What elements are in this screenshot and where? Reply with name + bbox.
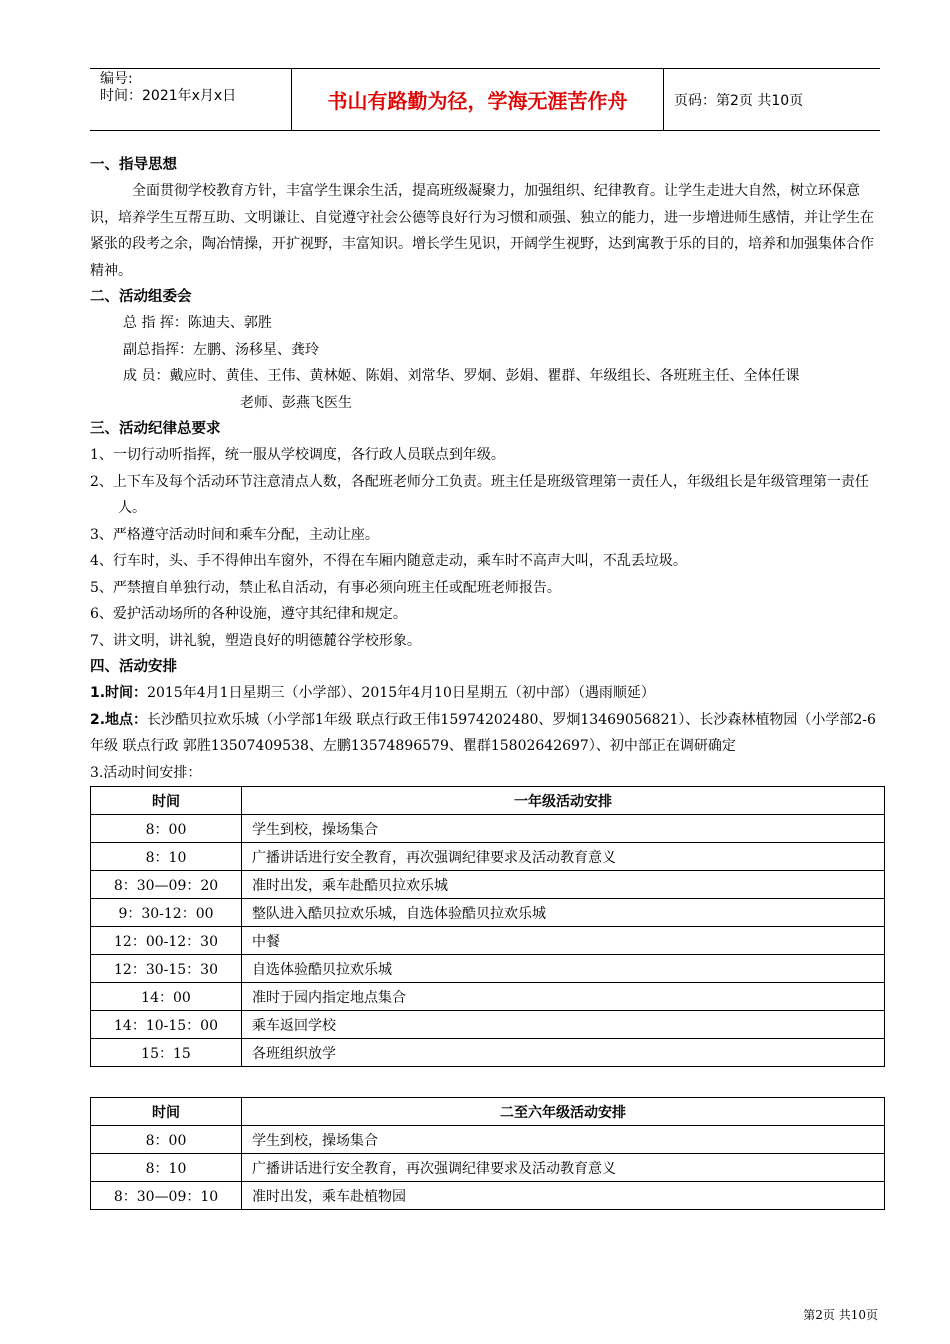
activity-time-label: 1.时间： [90,685,148,701]
schedule-label: 3.活动时间安排： [90,764,202,781]
col-activity: 一年级活动安排 [242,787,885,815]
rule-item: 6、爱护活动场所的各种设施，遵守其纪律和规定。 [90,606,407,622]
rule-item: 2、上下车及每个活动环节注意清点人数，各配班老师分工负责。班主任是班级管理第一责任人，年级组长是年级管理第一责任人。 [90,473,869,516]
time-cell: 12：00-12：30 [91,927,242,955]
table-row [91,1154,885,1182]
table-header-row [91,1098,885,1126]
activity-place [90,707,882,760]
rule-item: 1、一切行动听指挥，统一服从学校调度，各行政人员联点到年级。 [90,447,505,463]
rule-item: 5、严禁擅自单独行动，禁止私自活动，有事必须向班主任或配班老师报告。 [90,579,561,596]
table-row [91,1039,885,1067]
col-time: 时间 [91,1098,242,1126]
activity-place-text: 长沙酷贝拉欢乐城（小学部1年级 联点行政王伟15974202480、罗炯13469056821）、长沙森林植物园（小学部2-6年级 联点行政 郭胜13507409538、左鹏13574896579、瞿群15802642697）、初中部正在调研确定 [90,711,876,754]
activity-cell: 各班组织放学 [242,1039,885,1067]
col-activity: 二至六年级活动安排 [242,1098,885,1126]
activity-cell: 学生到校，操场集合 [242,815,885,843]
table-row [91,983,885,1011]
time-cell: 15：15 [91,1039,242,1067]
time-cell: 8：00 [91,815,242,843]
committee-members: 成 员：戴应时、黄佳、王伟、黄林姬、陈娟、刘常华、罗炯、彭娟、瞿群、年级组长、各班班主任、全体任课 [123,368,800,384]
activity-cell: 准时出发，乘车赴植物园 [242,1182,885,1210]
rule-item: 7、讲文明，讲礼貌，塑造良好的明德麓谷学校形象。 [90,632,421,649]
time-cell: 12：30-15：30 [91,955,242,983]
activity-cell: 准时出发，乘车赴酷贝拉欢乐城 [242,871,885,899]
activity-place-label: 2.地点： [90,711,148,728]
guiding-thought-paragraph: 全面贯彻学校教育方针，丰富学生课余生活，提高班级凝聚力，加强组织、纪律教育。让学生走进大自然，树立环保意识，培养学生互帮互助、文明谦让、自觉遵守社会公德等良好行为习惯和顽强、独立的能力，进一步增进师生感情，并让学生在紧张的段考之余，陶冶情操，开扩视野，丰富知识。增长学生见识，开阔学生视野，达到寓教于乐的目的，培养和加强集体合作精神。 [90,183,874,279]
activity-cell: 自选体验酷贝拉欢乐城 [242,955,885,983]
time-label: 时间：2021年x月x日 [100,88,237,104]
table-row [91,871,885,899]
activity-cell: 整队进入酷贝拉欢乐城，自选体验酷贝拉欢乐城 [242,899,885,927]
table-row [91,955,885,983]
table-row [91,1011,885,1039]
time-cell: 8：30—09：10 [91,1182,242,1210]
activity-cell: 乘车返回学校 [242,1011,885,1039]
time-cell: 8：00 [91,1126,242,1154]
committee-members-cont: 老师、彭燕飞医生 [240,394,352,411]
time-cell: 14：00 [91,983,242,1011]
table-row [91,899,885,927]
table-row [91,1126,885,1154]
section-heading-3: 三、活动纪律总要求 [90,421,221,437]
grade1-schedule-table [90,786,885,1067]
activity-cell: 广播讲话进行安全教育，再次强调纪律要求及活动教育意义 [242,843,885,871]
col-time: 时间 [91,787,242,815]
committee-vice: 副总指挥：左鹏、汤移星、龚玲 [123,341,319,358]
activity-cell: 广播讲话进行安全教育，再次强调纪律要求及活动教育意义 [242,1154,885,1182]
section-heading-2: 二、活动组委会 [90,289,192,305]
grade2-6-schedule-table [90,1097,885,1210]
time-cell: 9：30-12：00 [91,899,242,927]
activity-cell: 中餐 [242,927,885,955]
activity-time [90,680,882,707]
table-row [91,815,885,843]
activity-time-text: 2015年4月1日星期三（小学部）、2015年4月10日星期五（初中部）（遇雨顺延） [147,685,655,701]
header-meta [90,69,291,130]
table-row [91,927,885,955]
rule-item: 4、行车时，头、手不得伸出车窗外，不得在车厢内随意走动，乘车时不高声大叫，不乱丢垃圾。 [90,553,687,569]
table-row [91,1182,885,1210]
time-cell: 8：10 [91,843,242,871]
header-motto: 书山有路勤为径，学海无涯苦作舟 [291,69,664,130]
time-cell: 8：30—09：20 [91,871,242,899]
rule-item: 3、严格遵守活动时间和乘车分配，主动让座。 [90,526,379,543]
section-heading-1: 一、指导思想 [90,157,177,173]
activity-cell: 学生到校，操场集合 [242,1126,885,1154]
page-footer: 第2页 共10页 [803,1308,878,1322]
page-header [90,68,880,131]
table-header-row [91,787,885,815]
section-heading-4: 四、活动安排 [90,659,177,675]
activity-cell: 准时于园内指定地点集合 [242,983,885,1011]
time-cell: 14：10-15：00 [91,1011,242,1039]
header-page-label: 页码：第2页 共10页 [674,92,804,109]
committee-commander: 总 指 挥：陈迪夫、郭胜 [123,315,272,331]
document-body [90,152,882,1210]
number-label: 编号: [100,71,133,87]
table-row [91,843,885,871]
time-cell: 8：10 [91,1154,242,1182]
